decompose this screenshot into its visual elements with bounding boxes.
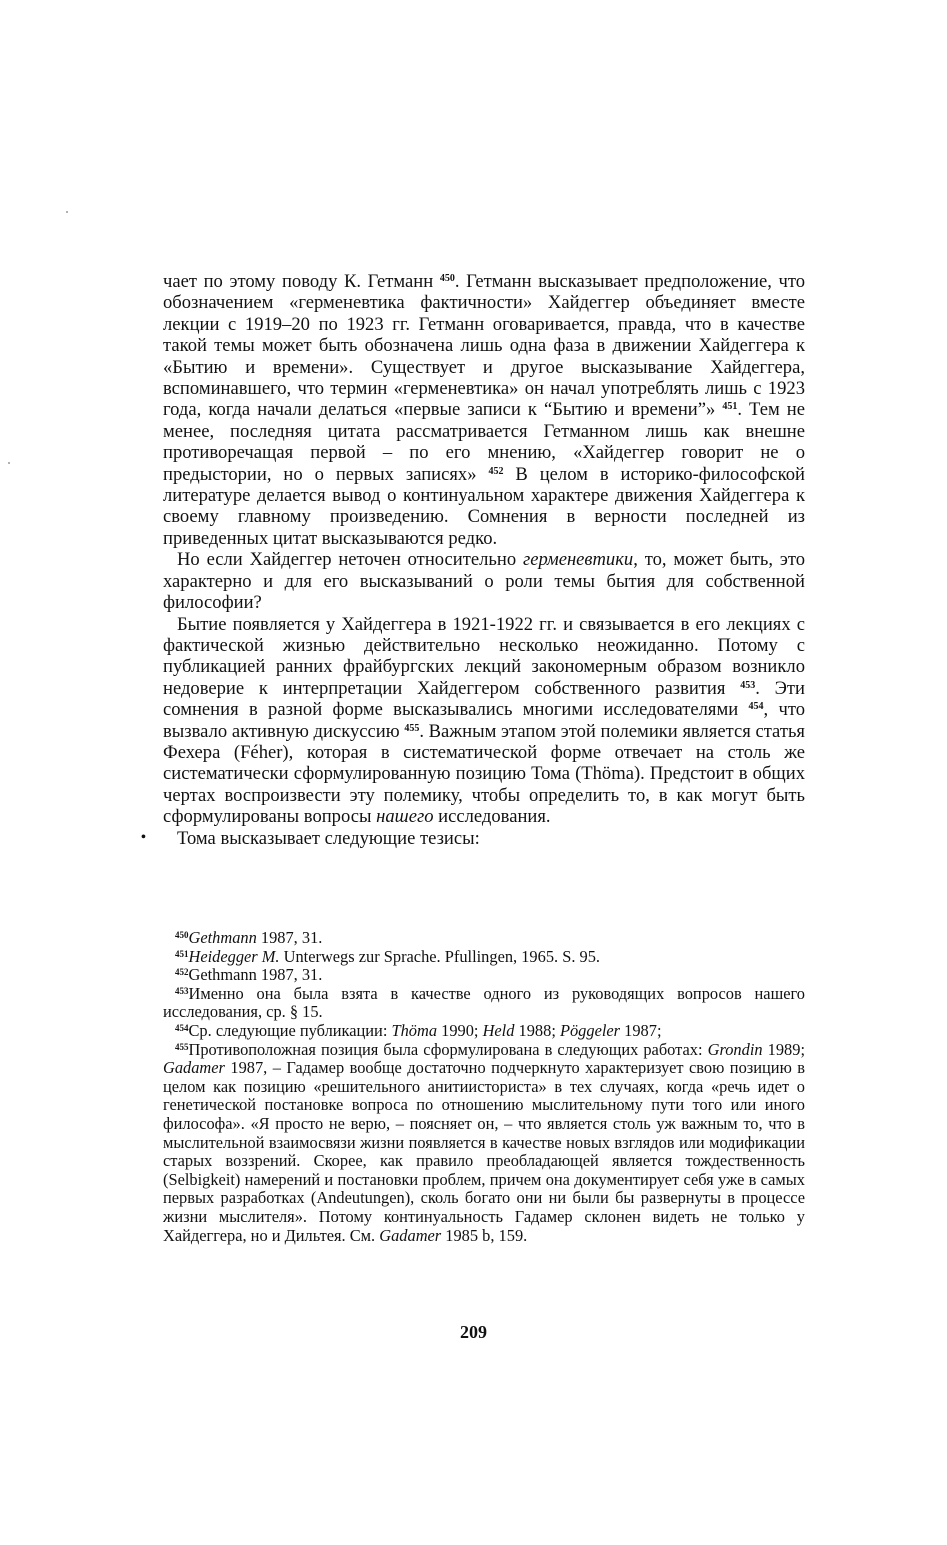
emphasized-text: Pöggeler (559, 1020, 621, 1040)
emphasized-text: Gadamer (379, 1225, 442, 1245)
text-run: 1989; (762, 1039, 805, 1059)
text-run: Ср. следующие публикации: (188, 1020, 392, 1040)
emphasized-text: Gadamer (163, 1058, 225, 1078)
footnote-reference: 450 (439, 273, 455, 284)
text-run: Unterwegs zur Sprache. Pfullingen, 1965. S. 95. (279, 946, 601, 966)
text-run: 1987, – Гадамер вообще достаточно подчеркнуто характеризует свою позицию в целом как позицию «решительного анитиисториста» в тех случаях, когда «речь идет о генетической постановке вопроса по отношению мыслительному пути того или иного философа». «Я просто не верю, – поясняет он, – что является столь уж важным то, что в мыслительной взаимосвязи жизни появляется в качестве новых взглядов или модификации старых воззрений. Скорее, как правило преобладающей является тождественность (Selbigkeit) намерений и постановки проблем, причем она документирует себя уже в самых первых разработках (Andeutungen), сколь богато они ни были бы развернуты в процессе жизни мыслителя». Потому континуальность Гадамер склонен видеть не только у Хайдеггера, но и Дильтея. См. (163, 1058, 805, 1245)
emphasized-text: Heidegger M. (188, 946, 280, 966)
text-run: 1990; (437, 1020, 483, 1040)
footnote-number: 453 (175, 985, 189, 996)
text-run: В целом в историко-философской литературе делается вывод о континуальном характере движения Хайдеггера к своему главному произведению. Сомнения в верности последней из приведенных цитат высказываются редко. (163, 463, 805, 549)
footnote-number: 455 (175, 1041, 189, 1052)
footnote-number: 450 (175, 930, 189, 940)
paragraph (163, 271, 805, 549)
text-run: Противоположная позиция была сформулирована в следующих работах: (188, 1039, 708, 1059)
text-run: чает по этому поводу К. Гетманн (163, 271, 440, 292)
footnote-reference: 451 (722, 401, 738, 413)
margin-bullet-mark: • (141, 830, 146, 845)
text-run: исследования. (433, 806, 551, 828)
main-text (163, 271, 805, 849)
footnotes-section (163, 929, 805, 1245)
footnote-number: 451 (175, 948, 189, 959)
text-run: , то, может быть, это характерно и для его высказываний о роли темы бытия для собственной философии? (163, 549, 805, 614)
footnote-reference: 454 (748, 701, 764, 713)
footnote-number: 452 (175, 967, 189, 978)
text-run: , что вызвало активную дискуссию (163, 699, 806, 742)
emphasized-text: Thöma (391, 1020, 438, 1040)
text-run: 1987; (620, 1020, 662, 1040)
emphasized-text: Held (482, 1020, 515, 1040)
emphasized-text: герменевтики (522, 549, 634, 571)
paragraph (163, 614, 805, 828)
footnote (163, 929, 805, 948)
text-run: Бытие появляется у Хайдеггера в 1921-1922 гг. и связывается в его лекциях с фактической жизнью действительно несколько неожиданно. Потому с публикацией ранних фрайбургских лекций закономерным образом возникло недоверие к интерпретации Хайдеггером собственного развития (163, 613, 805, 699)
text-run: Тома высказывает следующие тезисы: (177, 827, 480, 849)
emphasized-text: нашего (376, 806, 434, 828)
page-number: 209 (460, 1322, 487, 1342)
text-run: 1985 b, 159. (441, 1225, 528, 1245)
footnote (163, 948, 805, 967)
footnote-reference: 455 (404, 722, 420, 734)
footnote-reference: 453 (740, 679, 756, 691)
emphasized-text: Gethmann (188, 928, 257, 947)
text-run: 1988; (514, 1020, 560, 1040)
footnote (163, 1041, 805, 1246)
footnote-number: 454 (175, 1022, 189, 1033)
text-run: . Гетманн высказывает предположение, что обозначением «герменевтика фактичности» Хайдеггер объединяет вместе лекции с 1919–20 по 1923 гг. Гетманн оговаривается, правда, что в качестве такой темы может быть обозначена лишь одна фаза в движении Хайдеггера к «Бытию и времени». Существует и другое высказывание Хайдеггера, вспоминавшего, что термин «герменевтика» он начал употреблять лишь с 1923 года, когда начали делаться «первые записи к “Бытию и времени”» (163, 271, 806, 421)
text-run: Gethmann 1987, 31. (188, 965, 323, 985)
scan-speck (8, 462, 10, 464)
text-run: . Эти сомнения в разной форме высказывались многими исследователями (163, 677, 805, 721)
scan-speck (66, 211, 68, 213)
footnote (163, 985, 805, 1022)
text-run: . Тем не менее, последняя цитата рассматривается Гетманном лишь как внешне противоречащая первой – по его мнению, «Хайдеггер говорит не о предыстории, но о первых записях» (163, 399, 805, 485)
footnote (163, 966, 805, 985)
paragraph (163, 549, 805, 613)
text-run: 1987, 31. (256, 928, 323, 947)
paragraph (163, 828, 805, 849)
footnote (163, 1022, 805, 1041)
text-run: . Важным этапом этой полемики является статья Фехера (Féher), которая в систематической форме отвечает на столь же систематически сформулированную позицию Тома (Thöma). Предстоит в общих чертах воспроизвести эту полемику, чтобы определить то, в как могут быть сформулированы вопросы (163, 720, 805, 828)
text-run: Но если Хайдеггер неточен относительно (177, 549, 523, 571)
text-run: Именно она была взята в качестве одного из руководящих вопросов нашего исследования, ср. § 15. (163, 983, 805, 1022)
footnote-reference: 452 (488, 465, 504, 477)
emphasized-text: Grondin (707, 1039, 763, 1059)
